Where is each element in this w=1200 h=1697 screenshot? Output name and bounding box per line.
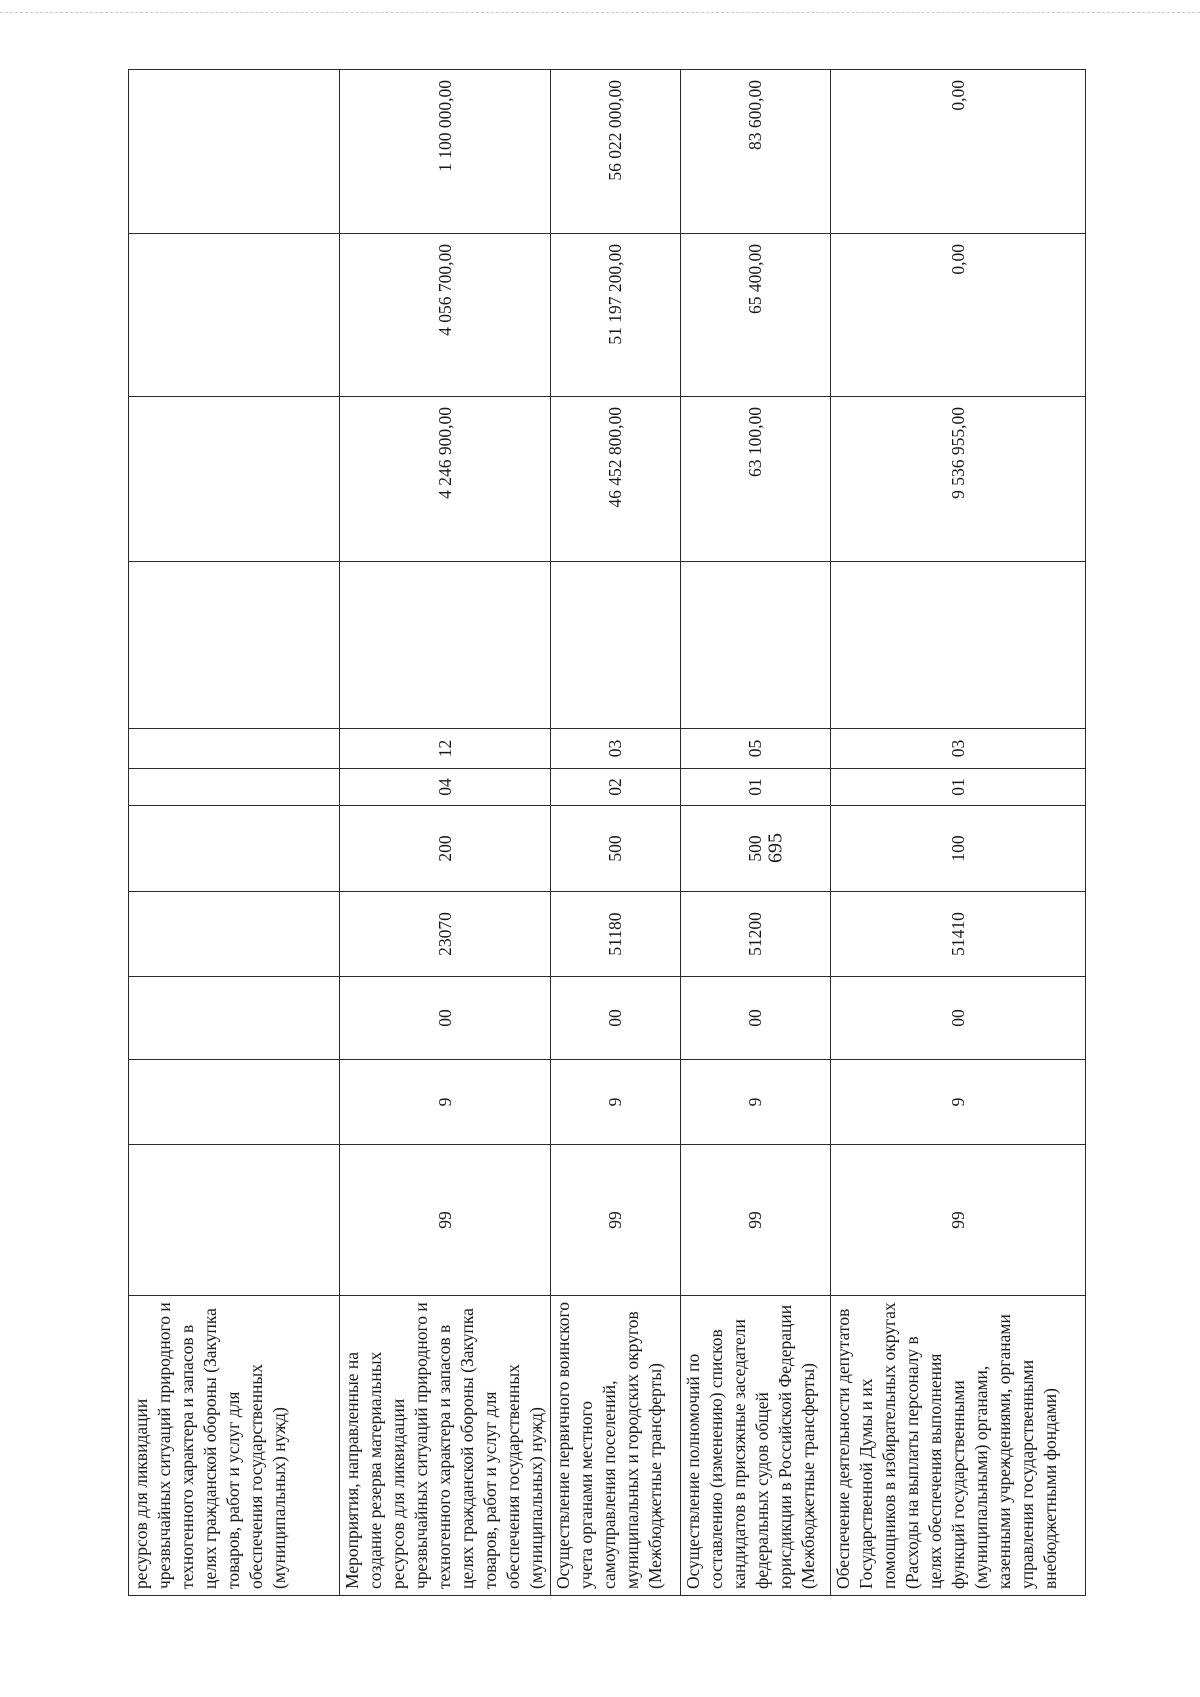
amount-year-2 — [129, 234, 340, 397]
code-section: 01 — [831, 769, 1086, 806]
code-program — [129, 1145, 340, 1296]
amount-year-1: 4 246 900,00 — [340, 397, 551, 562]
amount-year-3 — [129, 70, 340, 234]
amount-year-1 — [129, 397, 340, 562]
code-subsection: 03 — [551, 729, 681, 769]
code-subprogram: 9 — [551, 1060, 681, 1145]
code-main-event: 00 — [681, 977, 831, 1060]
amount-year-3: 0,00 — [831, 70, 1086, 234]
code-subsection: 12 — [340, 729, 551, 769]
code-expense-type — [129, 806, 340, 892]
table-row — [551, 70, 681, 1596]
code-main-event: 00 — [831, 977, 1086, 1060]
table-row — [129, 70, 340, 1596]
code-program: 99 — [831, 1145, 1086, 1296]
code-expense-type: 200 — [340, 806, 551, 892]
amount-year-1: 46 452 800,00 — [551, 397, 681, 562]
empty-cell — [831, 562, 1086, 729]
code-subprogram: 9 — [681, 1060, 831, 1145]
code-section: 02 — [551, 769, 681, 806]
row-description: Мероприятия, направленные на создание резерва материальных ресурсов для ликвидации чрезвычайных ситуаций природного и техногенного характера и запасов в целях гражданской обороны (Закупка товаров, работ и услуг для обеспечения государственных (муниципальных) нужд) — [340, 1296, 551, 1596]
amount-year-2: 4 056 700,00 — [340, 234, 551, 397]
code-section: 04 — [340, 769, 551, 806]
code-direction: 51180 — [551, 892, 681, 977]
row-description: Осуществление полномочий по составлению (изменению) списков кандидатов в присяжные заседатели федеральных судов общей юрисдикции в Российской Федерации (Межбюджетные трансферты) — [681, 1296, 831, 1596]
code-main-event — [129, 977, 340, 1060]
amount-year-1: 9 536 955,00 — [831, 397, 1086, 562]
amount-year-3: 1 100 000,00 — [340, 70, 551, 234]
code-direction — [129, 892, 340, 977]
row-description: Осуществление первичного воинского учета органами местного самоуправления поселений, муниципальных и городских округов (Межбюджетные трансферты) — [551, 1296, 681, 1596]
code-subsection — [129, 729, 340, 769]
code-subprogram: 9 — [340, 1060, 551, 1145]
row-description: ресурсов для ликвидации чрезвычайных ситуаций природного и техногенного характера и запасов в целях гражданской обороны (Закупка товаров, работ и услуг для обеспечения государственных (муниципальных) нужд) — [129, 1296, 340, 1596]
code-expense-type: 500 — [681, 806, 831, 892]
amount-year-1: 63 100,00 — [681, 397, 831, 562]
scan-edge-line — [0, 12, 1200, 13]
code-main-event: 00 — [551, 977, 681, 1060]
empty-cell — [340, 562, 551, 729]
amount-year-3: 56 022 000,00 — [551, 70, 681, 234]
code-subprogram: 9 — [831, 1060, 1086, 1145]
code-direction: 51410 — [831, 892, 1086, 977]
code-subsection: 05 — [681, 729, 831, 769]
rotated-table — [128, 70, 1085, 1596]
empty-cell — [129, 562, 340, 729]
code-direction: 23070 — [340, 892, 551, 977]
code-main-event: 00 — [340, 977, 551, 1060]
amount-year-2: 0,00 — [831, 234, 1086, 397]
code-section — [129, 769, 340, 806]
code-section: 01 — [681, 769, 831, 806]
code-expense-type: 500 — [551, 806, 681, 892]
table-row — [831, 70, 1086, 1596]
empty-cell — [551, 562, 681, 729]
code-program: 99 — [340, 1145, 551, 1296]
amount-year-3: 83 600,00 — [681, 70, 831, 234]
code-program: 99 — [551, 1145, 681, 1296]
table-row — [340, 70, 551, 1596]
empty-cell — [681, 562, 831, 729]
table-row — [681, 70, 831, 1596]
code-expense-type: 100 — [831, 806, 1086, 892]
amount-year-2: 65 400,00 — [681, 234, 831, 397]
amount-year-2: 51 197 200,00 — [551, 234, 681, 397]
code-direction: 51200 — [681, 892, 831, 977]
code-subsection: 03 — [831, 729, 1086, 769]
code-subprogram — [129, 1060, 340, 1145]
budget-table-container — [128, 70, 1085, 1596]
row-description: Обеспечение деятельности депутатов Государственной Думы и их помощников в избирательных округах (Расходы на выплаты персоналу в целях обеспечения выполнения функций государственными (муниципальными) органами, казенными учреждениями, органами управления государственными внебюджетными фондами) — [831, 1296, 1086, 1596]
budget-table — [128, 69, 1086, 1596]
code-program: 99 — [681, 1145, 831, 1296]
